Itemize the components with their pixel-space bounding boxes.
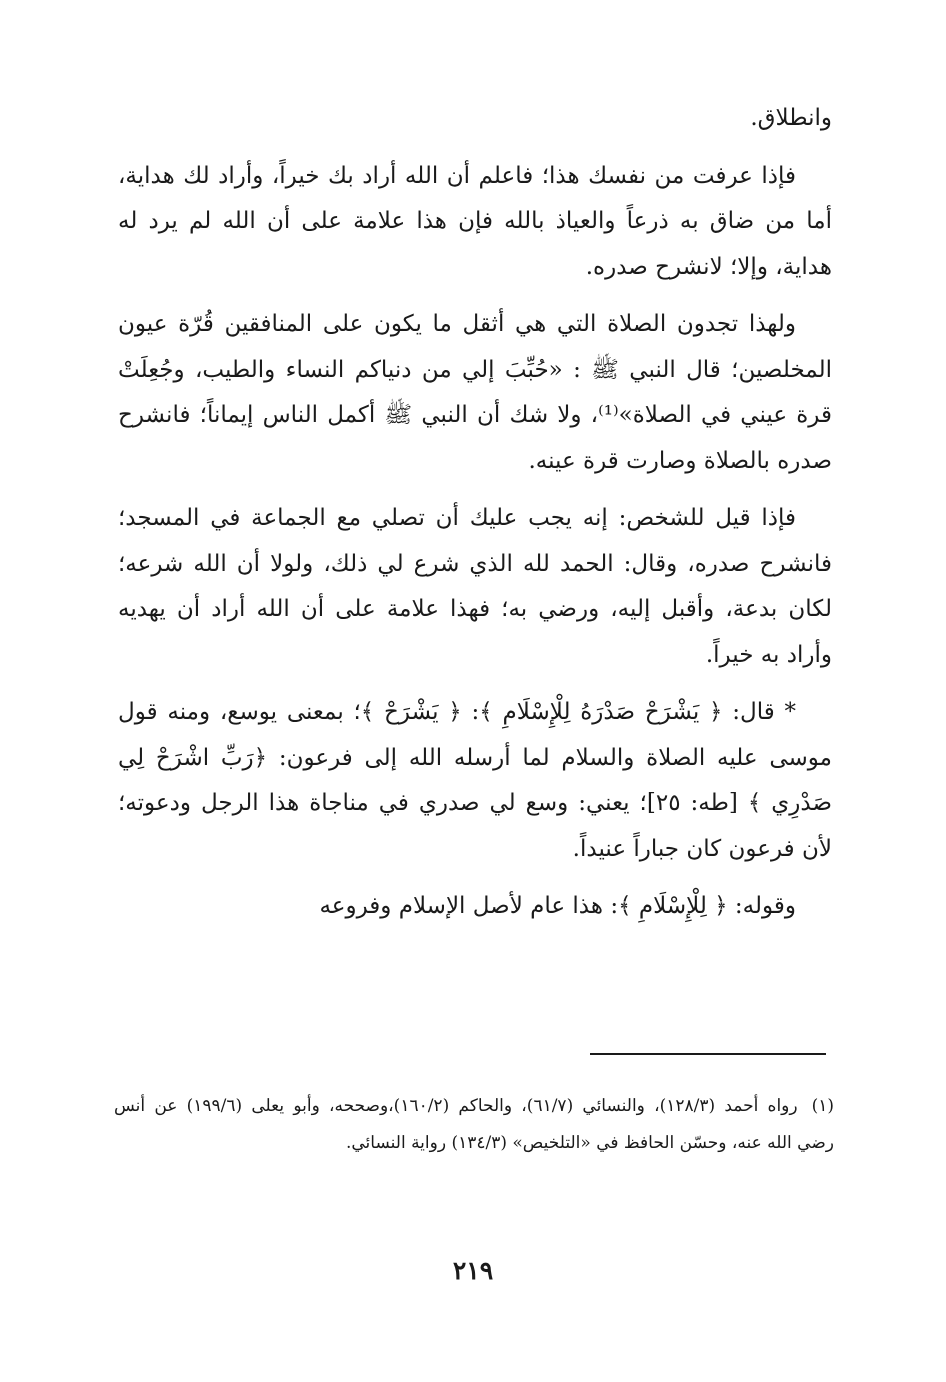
paragraph-prayer: ولهذا تجدون الصلاة التي هي أثقل ما يكون على المنافقين قُرّة عيون المخلصين؛ قال النبي ﷺ : «حُبِّبَ إلي من دنياكم النساء والطيب، وجُعِلَتْ قرة عيني في الصلاة»⁽¹⁾، ولا شك أن النبي ﷺ أكمل الناس إيماناً؛ فانشرح صدره بالصلاة وصارت قرة عينه.	[118, 311, 832, 474]
paragraph-continuation: وانطلاق.	[750, 105, 832, 131]
footnote-marker: (١)	[811, 1096, 835, 1116]
paragraph-lil-islam: وقوله: ﴿ لِلْإِسْلَامِ ﴾: هذا عام لأصل الإسلام وفروعه	[319, 893, 796, 919]
paragraph-yashrah-meaning: * قال: ﴿ يَشْرَحْ صَدْرَهُ لِلْإِسْلَامِ ﴾: ﴿ يَشْرَحْ ﴾؛ بمعنى يوسع، ومنه قول موسى عليه الصلاة والسلام لما أرسله الله إلى فرعون: ﴿رَبِّ اشْرَحْ لِي صَدْرِي ﴾ [طه: ٢٥]؛ يعني: وسع لي صدري في مناجاة هذا الرجل ودعوته؛ لأن فرعون كان جباراً عنيداً.	[118, 699, 832, 862]
footnote-1	[114, 1088, 834, 1162]
footnote-separator	[590, 1053, 826, 1055]
page-number: ٢١٩	[452, 1256, 494, 1285]
footnotes	[114, 1088, 834, 1162]
main-text	[118, 96, 832, 942]
paragraph-congregation: فإذا قيل للشخص: إنه يجب عليك أن تصلي مع الجماعة في المسجد؛ فانشرح صدره، وقال: الحمد لله الذي شرع لي ذلك، ولولا أن الله شرعه؛ لكان بدعة، وأقبل إليه، ورضي به؛ فهذا علامة على أن الله أراد أن يهديه وأراد به خيراً.	[118, 505, 832, 668]
paragraph-sign-of-guidance: فإذا عرفت من نفسك هذا؛ فاعلم أن الله أراد بك خيراً، وأراد لك هداية، أما من ضاق به ذرعاً والعياذ بالله فإن هذا علامة على أن الله لم يرد له هداية، وإلا؛ لانشرح صدره.	[118, 162, 832, 280]
footnote-text: رواه أحمد (١٢٨/٣)، والنسائي (٦١/٧)، والحاكم (١٦٠/٢)،وصححه، وأبو يعلى (١٩٩/٦) عن أنس رضي الله عنه، وحسّن الحافظ في «التلخيص» (١٣٤/٣) رواية النسائي.	[114, 1096, 834, 1153]
